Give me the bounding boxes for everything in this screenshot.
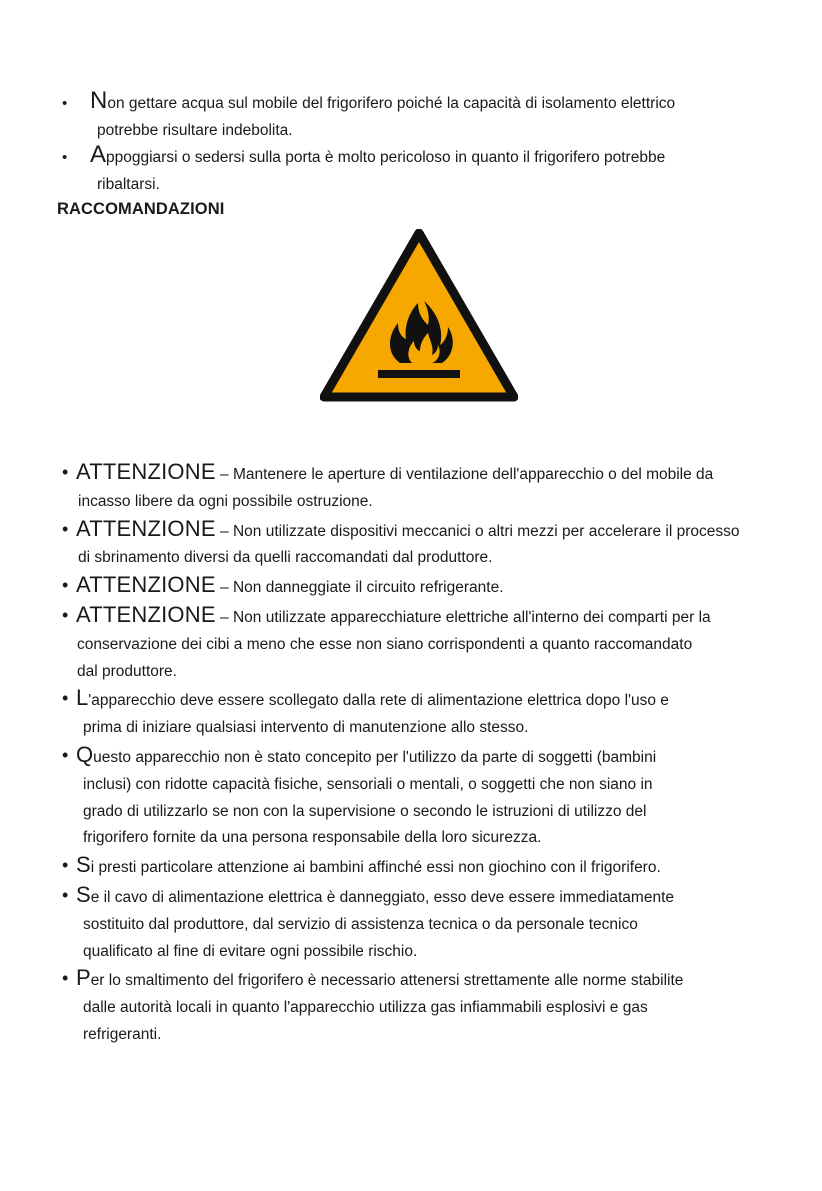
item-text-continued: conservazione dei cibi a meno che esse non siano corrispondenti a quanto raccomandato [77,635,693,653]
bullet: • [62,688,69,709]
list-item [62,87,762,144]
drop-cap: P [76,965,91,991]
item-text-continued: potrebbe risultare indebolita. [97,122,293,139]
bullet: • [62,604,69,625]
list-item [62,685,782,742]
bullet: • [62,95,68,112]
item-text-continued: grado di utilizzarlo se non con la supervisione o secondo le istruzioni di utilizzo del [83,802,647,820]
item-text: – Mantenere le aperture di ventilazione dell'apparecchio o del mobile da [215,466,714,483]
drop-cap: L [76,685,89,711]
item-text: er lo smaltimento del frigorifero è necessario attenersi strettamente alle norme stabilite [90,972,684,990]
item-text-continued: qualificato al fine di evitare ogni possibile rischio. [83,942,418,960]
bullet: • [62,575,69,596]
item-text: – Non utilizzate apparecchiature elettriche all'interno dei comparti per la [215,608,711,626]
attention-label: ATTENZIONE [76,572,216,598]
item-text-continued: inclusi) con ridotte capacità fisiche, sensoriali o mentali, o soggetti che non siano in [83,775,653,793]
item-text-continued: dalle autorità locali in quanto l'apparecchio utilizza gas infiammabili esplosivi e gas [83,999,648,1017]
item-text: on gettare acqua sul mobile del frigorifero poiché la capacità di isolamento elettrico [107,95,676,112]
list-item [62,572,782,602]
list-item [62,852,782,882]
attention-label: ATTENZIONE [76,601,216,627]
item-text-continued: ribaltarsi. [97,176,160,193]
drop-cap: S [76,881,91,907]
bullet: • [62,518,69,539]
item-text: uesto apparecchio non è stato concepito per l'utilizzo da parte di soggetti (bambini [93,748,657,766]
item-text-continued: prima di iniziare qualsiasi intervento di manutenzione allo stesso. [83,719,529,737]
list-item [62,516,782,573]
list-item [62,882,782,965]
item-text-continued: frigorifero fornite da una persona responsabile della loro sicurezza. [83,829,542,847]
top-bullet-list [62,87,762,198]
list-item [62,602,782,685]
section-heading: RACCOMANDAZIONI [57,200,225,218]
item-text-continued: di sbrinamento diversi da quelli raccomandati dal produttore. [78,549,493,567]
item-text-continued: sostituito dal produttore, dal servizio di assistenza tecnica o da personale tecnico [83,915,638,933]
bullet: • [62,855,69,876]
item-text: 'apparecchio deve essere scollegato dalla rete di alimentazione elettrica dopo l'uso e [88,692,669,710]
recommendations-list [62,459,782,1049]
bullet: • [62,462,69,482]
item-text: ppoggiarsi o sedersi sulla porta è molto pericoloso in quanto il frigorifero potrebbe [106,149,666,166]
item-text-continued: refrigeranti. [83,1025,162,1043]
flammable-warning-icon [320,229,518,403]
item-text-continued: incasso libere da ogni possibile ostruzione. [78,492,373,510]
attention-label: ATTENZIONE [76,515,216,541]
item-text: – Non utilizzate dispositivi meccanici o altri mezzi per accelerare il processo [215,522,740,540]
list-item [62,141,762,198]
drop-cap: N [90,87,108,114]
drop-cap: Q [76,741,94,767]
attention-label: ATTENZIONE [76,459,216,484]
list-item [62,459,782,516]
drop-cap: S [76,852,91,878]
bullet: • [62,149,68,166]
item-text: e il cavo di alimentazione elettrica è danneggiato, esso deve essere immediatamente [90,888,674,906]
bullet: • [62,884,69,905]
item-text: i presti particolare attenzione ai bambini affinché essi non giochino con il frigorifero. [90,859,661,877]
bullet: • [62,968,69,989]
item-text-continued: dal produttore. [77,662,177,680]
drop-cap: A [90,141,107,168]
list-item [62,965,782,1048]
item-text: – Non danneggiate il circuito refrigerante. [215,579,504,597]
bullet: • [62,744,69,765]
list-item [62,742,782,852]
